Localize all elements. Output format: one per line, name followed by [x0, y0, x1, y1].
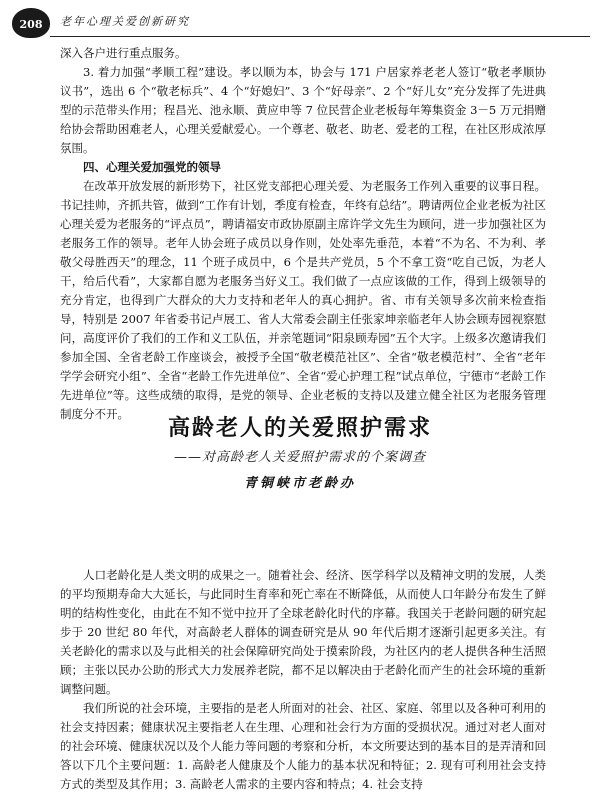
article-subtitle: ——对高龄老人关爱照护需求的个案调查	[173, 450, 426, 465]
top-paragraph-3: 在改革开放发展的新形势下，社区党支部把心理关爱、为老服务工作列入重要的议事日程。书记挂帅，齐抓共管，做到“工作有计划，季度有检查，年终有总结”。聘请两位企业老板为社区心理关爱为老服务的“评点员”，聘请福安市政协原副主席许学文先生为顾问，进一步加强社区为老服务工作的领导。老年人协会班子成员以身作则，处处率先垂范，本着“不为名、不为利、孝敬父母胜西天”的理念，11 个班子成员中，6 个是共产党员，5 个不拿工资“吃自己饭，为老人干，给后代看”，大家都自愿为老服务当好义工。我们做了一点应该做的工作，得到上级领导的充分肯定，也得到广大群众的大力支持和老年人的真心拥护。省、市有关领导多次前来检查指导，特别是 2007 年省委书记卢展工、省人大常委会副主任张家坤亲临老年人协会顾寿园视察慰问，高度评价了我们的工作和义工队伍，并亲笔题词“阳泉顾寿园”五个大字。上级多次邀请我们参加全国、全省老龄工作座谈会，被授予全国“敬老模范社区”、全省“敬老模范村”、全省“老年学学会研究小组”、全省“老龄工作先进单位”、全省“爱心护理工程”试点单位，宁德市“老龄工作先进单位”等。这些成绩的取得，是党的领导、企业老板的支持以及建立健全社区为老服务管理制度分不开。	[60, 179, 546, 421]
header-rule	[50, 36, 590, 37]
article-paragraph-2: 我们所说的社会环境，主要指的是老人所面对的社会、社区、家庭、邻里以及各种可利用的社会支持因素；健康状况主要指老人在生理、心理和社会行为方面的受损状况。通过对老人面对的社会环境、健康状况以及个人能力等问题的考察和分析，本文所要达到的基本目的是弄清和回答以下几个主要问题：1. 高龄老人健康及个人能力的基本状况和特征；2. 现有可利用社会支持方式的类型及其作用；3. 高龄老人需求的主要内容和特点；4. 社会支持	[60, 701, 546, 791]
article-title: 高龄老人的关爱照护需求	[167, 416, 432, 441]
article-author: 青铜峡市老龄办	[243, 476, 356, 491]
section-heading: 四、心理关爱加强党的领导	[83, 160, 221, 174]
top-paragraph-1: 深入各户进行重点服务。	[60, 46, 187, 60]
article-body	[60, 566, 546, 794]
running-title: 老年心理关爱创新研究	[60, 15, 190, 28]
top-paragraph-2: 3. 着力加强“孝顺工程”建设。孝以顺为本，协会与 171 户居家养老老人签订“敬老孝顺协议书”，选出 6 个“敬老标兵”、4 个“好媳妇”、3 个“好母亲”、2 个“好儿女”充分发挥了先进典型的示范带头作用；程昌光、池永顺、黄应申等 7 位民营企业老板每年筹集资金 3－5 万元捐赠给协会帮助困难老人，心理关爱献爱心。一个尊老、敬老、助老、爱老的工程，在社区形成浓厚氛围。	[60, 65, 546, 155]
page-number: 208	[19, 18, 43, 31]
top-section	[60, 44, 546, 424]
article-paragraph-1: 人口老龄化是人类文明的成果之一。随着社会、经济、医学科学以及精神文明的发展，人类的平均预期寿命大大延长，与此同时生育率和死亡率在不断降低，从而使人口年龄分布发生了鲜明的结构性变化，由此在不知不觉中拉开了全球老龄化时代的序幕。我国关于老龄问题的研究起步于 20 世纪 80 年代，对高龄老人群体的调查研究是从 90 年代后期才逐渐引起更多关注。有关老龄化的需求以及与此相关的社会保障研究尚处于摸索阶段，为社区内的老人提供各种生活照顾；主张以民办公助的形式大力发展养老院，都不足以解决由于老龄化而产生的社会环境的重新调整问题。	[60, 568, 546, 696]
page-header	[10, 6, 590, 40]
page-number-badge	[12, 8, 50, 38]
